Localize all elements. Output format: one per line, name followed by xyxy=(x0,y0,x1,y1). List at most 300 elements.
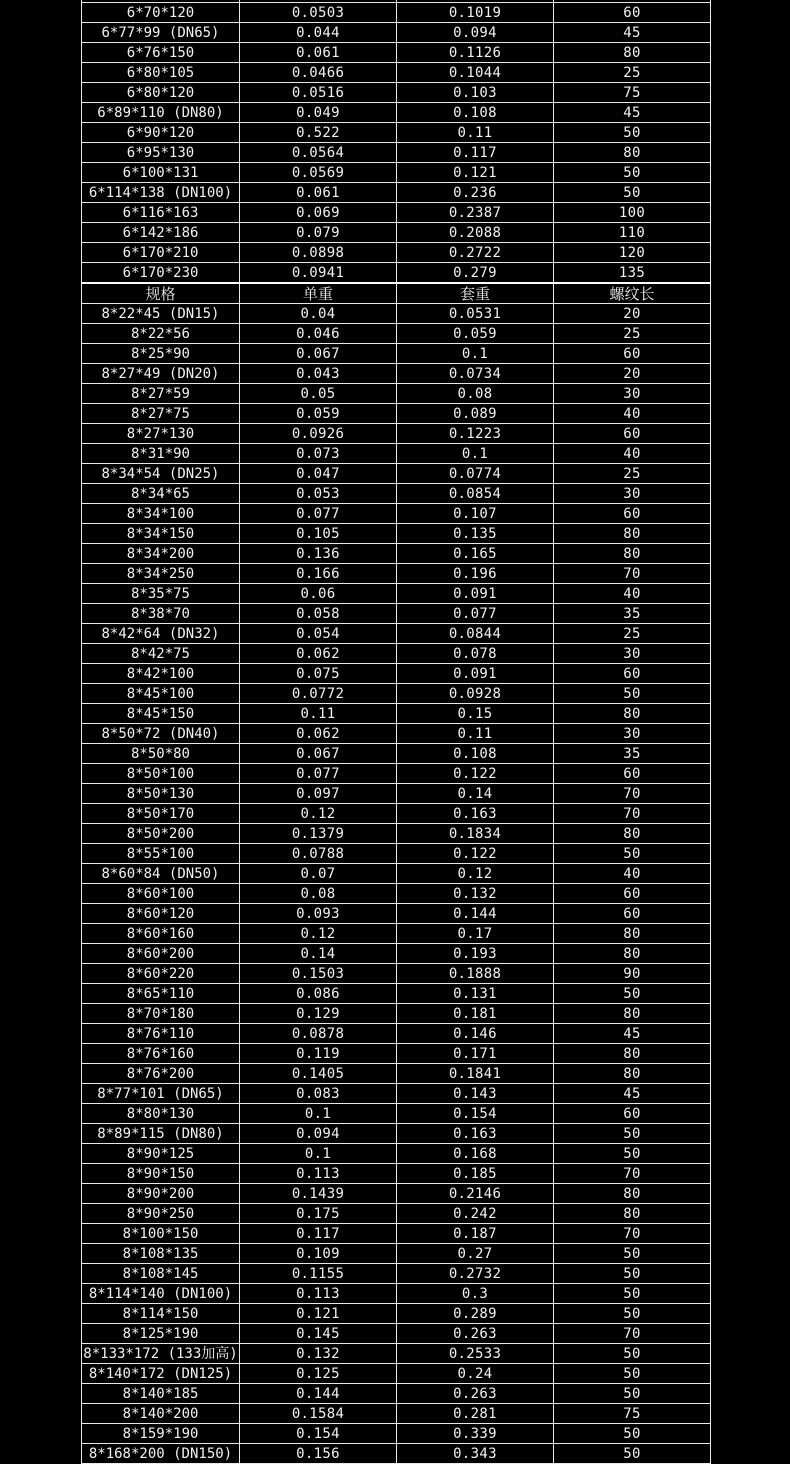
thread-length-cell: 80 xyxy=(554,143,711,163)
table-row xyxy=(82,784,711,804)
unit-weight-cell: 0.0564 xyxy=(240,143,397,163)
table-row xyxy=(82,1304,711,1324)
unit-weight-cell: 0.119 xyxy=(240,1044,397,1064)
thread-length-cell: 80 xyxy=(554,944,711,964)
spec-cell: 8*42*100 xyxy=(82,664,240,684)
set-weight-cell: 0.17 xyxy=(397,924,554,944)
set-weight-cell: 0.121 xyxy=(397,163,554,183)
table-row xyxy=(82,624,711,644)
table-row xyxy=(82,1184,711,1204)
spec-cell: 8*35*75 xyxy=(82,584,240,604)
thread-length-cell: 70 xyxy=(554,564,711,584)
spec-cell: 8*42*75 xyxy=(82,644,240,664)
spec-cell: 8*38*70 xyxy=(82,604,240,624)
spec-cell: 8*27*130 xyxy=(82,424,240,444)
set-weight-cell: 0.11 xyxy=(397,123,554,143)
unit-weight-cell: 0.07 xyxy=(240,864,397,884)
table-row xyxy=(82,263,711,284)
table-row xyxy=(82,904,711,924)
thread-length-cell: 40 xyxy=(554,584,711,604)
unit-weight-cell: 0.067 xyxy=(240,344,397,364)
unit-weight-cell: 0.156 xyxy=(240,1444,397,1464)
thread-length-cell: 80 xyxy=(554,1064,711,1084)
table-row xyxy=(82,644,711,664)
table-row xyxy=(82,83,711,103)
thread-length-cell: 25 xyxy=(554,624,711,644)
spec-cell: 8*34*65 xyxy=(82,484,240,504)
spec-cell: 6*80*105 xyxy=(82,63,240,83)
unit-weight-cell: 0.129 xyxy=(240,1004,397,1024)
unit-weight-cell: 0.145 xyxy=(240,1324,397,1344)
table-row xyxy=(82,684,711,704)
set-weight-cell: 0.236 xyxy=(397,183,554,203)
table-row xyxy=(82,424,711,444)
set-weight-cell: 0.1044 xyxy=(397,63,554,83)
set-weight-cell: 0.163 xyxy=(397,804,554,824)
thread-length-cell: 20 xyxy=(554,364,711,384)
unit-weight-cell: 0.1405 xyxy=(240,1064,397,1084)
set-weight-cell: 0.103 xyxy=(397,83,554,103)
thread-length-cell: 50 xyxy=(554,1384,711,1404)
spec-cell: 8*50*100 xyxy=(82,764,240,784)
thread-length-cell: 110 xyxy=(554,223,711,243)
set-weight-cell: 0.108 xyxy=(397,103,554,123)
spec-cell: 8*140*185 xyxy=(82,1384,240,1404)
set-weight-cell: 0.15 xyxy=(397,704,554,724)
set-weight-cell: 0.146 xyxy=(397,1024,554,1044)
table-row xyxy=(82,1444,711,1464)
set-weight-cell: 0.343 xyxy=(397,1444,554,1464)
thread-length-cell: 80 xyxy=(554,1204,711,1224)
set-weight-cell: 0.2088 xyxy=(397,223,554,243)
set-weight-cell: 0.0854 xyxy=(397,484,554,504)
spec-cell: 8*60*120 xyxy=(82,904,240,924)
spec-cell: 6*170*230 xyxy=(82,263,240,284)
thread-length-cell: 70 xyxy=(554,784,711,804)
set-weight-cell: 0.1223 xyxy=(397,424,554,444)
spec-cell: 8*125*190 xyxy=(82,1324,240,1344)
set-weight-cell: 0.289 xyxy=(397,1304,554,1324)
table-row xyxy=(82,564,711,584)
unit-weight-cell: 0.061 xyxy=(240,43,397,63)
spec-cell: 8*50*130 xyxy=(82,784,240,804)
unit-weight-cell: 0.0569 xyxy=(240,163,397,183)
thread-length-cell: 60 xyxy=(554,424,711,444)
set-weight-cell: 0.196 xyxy=(397,564,554,584)
set-weight-cell: 0.2387 xyxy=(397,203,554,223)
unit-weight-cell: 0.1584 xyxy=(240,1404,397,1424)
unit-weight-cell: 0.094 xyxy=(240,1124,397,1144)
unit-weight-cell: 0.06 xyxy=(240,584,397,604)
unit-weight-cell: 0.125 xyxy=(240,1364,397,1384)
thread-length-cell: 50 xyxy=(554,1244,711,1264)
set-weight-cell: 0.144 xyxy=(397,904,554,924)
unit-weight-cell: 0.0466 xyxy=(240,63,397,83)
unit-weight-cell: 0.113 xyxy=(240,1284,397,1304)
table-row xyxy=(82,984,711,1004)
table-row xyxy=(82,1284,711,1304)
unit-weight-cell: 0.1 xyxy=(240,1144,397,1164)
unit-weight-cell: 0.079 xyxy=(240,223,397,243)
spec-cell: 8*89*115 (DN80) xyxy=(82,1124,240,1144)
table-row xyxy=(82,1004,711,1024)
set-weight-cell: 0.2732 xyxy=(397,1264,554,1284)
table-row xyxy=(82,163,711,183)
thread-length-cell: 30 xyxy=(554,484,711,504)
spec-cell: 6*76*150 xyxy=(82,43,240,63)
spec-cell: 6*100*131 xyxy=(82,163,240,183)
thread-length-cell: 25 xyxy=(554,324,711,344)
spec-cell: 8*114*140 (DN100) xyxy=(82,1284,240,1304)
unit-weight-cell: 0.067 xyxy=(240,744,397,764)
unit-weight-cell: 0.0926 xyxy=(240,424,397,444)
spec-cell: 8*22*56 xyxy=(82,324,240,344)
table-row xyxy=(82,844,711,864)
spec-cell: 8*108*135 xyxy=(82,1244,240,1264)
table-row xyxy=(82,824,711,844)
set-weight-cell: 0.193 xyxy=(397,944,554,964)
spec-cell: 8*31*90 xyxy=(82,444,240,464)
table-row xyxy=(82,1264,711,1284)
set-weight-cell: 0.0774 xyxy=(397,464,554,484)
unit-weight-cell: 0.046 xyxy=(240,324,397,344)
spec-cell: 8*34*200 xyxy=(82,544,240,564)
thread-length-cell: 100 xyxy=(554,203,711,223)
spec-cell: 8*60*220 xyxy=(82,964,240,984)
thread-length-cell: 80 xyxy=(554,1184,711,1204)
thread-length-cell: 80 xyxy=(554,924,711,944)
table-row xyxy=(82,1204,711,1224)
unit-weight-cell: 0.12 xyxy=(240,804,397,824)
thread-length-cell: 25 xyxy=(554,464,711,484)
unit-weight-cell: 0.0898 xyxy=(240,243,397,263)
thread-length-cell: 45 xyxy=(554,1084,711,1104)
spec-cell: 6*142*186 xyxy=(82,223,240,243)
set-weight-cell: 0.263 xyxy=(397,1324,554,1344)
spec-cell: 8*34*100 xyxy=(82,504,240,524)
set-weight-cell: 0.279 xyxy=(397,263,554,284)
table-row xyxy=(82,1324,711,1344)
table-row xyxy=(82,23,711,43)
thread-length-cell: 70 xyxy=(554,804,711,824)
set-weight-cell: 0.2722 xyxy=(397,243,554,263)
unit-weight-cell: 0.077 xyxy=(240,504,397,524)
table-row xyxy=(82,324,711,344)
thread-length-cell: 50 xyxy=(554,1144,711,1164)
spec-cell: 8*50*80 xyxy=(82,744,240,764)
table-row xyxy=(82,123,711,143)
thread-length-cell: 60 xyxy=(554,3,711,23)
set-weight-cell: 0.263 xyxy=(397,1384,554,1404)
set-weight-cell: 0.3 xyxy=(397,1284,554,1304)
spec-cell: 8*114*150 xyxy=(82,1304,240,1324)
unit-weight-cell: 0.12 xyxy=(240,924,397,944)
set-weight-cell: 0.339 xyxy=(397,1424,554,1444)
thread-length-cell: 80 xyxy=(554,1004,711,1024)
set-weight-cell: 0.08 xyxy=(397,384,554,404)
thread-length-cell: 135 xyxy=(554,263,711,284)
spec-cell: 8*50*72 (DN40) xyxy=(82,724,240,744)
unit-weight-cell: 0.069 xyxy=(240,203,397,223)
set-weight-cell: 0.143 xyxy=(397,1084,554,1104)
spec-cell: 8*45*150 xyxy=(82,704,240,724)
set-weight-cell: 0.078 xyxy=(397,644,554,664)
thread-length-cell: 50 xyxy=(554,1124,711,1144)
spec-cell: 8*60*200 xyxy=(82,944,240,964)
thread-length-cell: 30 xyxy=(554,644,711,664)
spec-cell: 8*27*49 (DN20) xyxy=(82,364,240,384)
thread-length-cell: 80 xyxy=(554,544,711,564)
thread-length-cell: 35 xyxy=(554,744,711,764)
thread-length-cell: 75 xyxy=(554,83,711,103)
unit-weight-cell: 0.1503 xyxy=(240,964,397,984)
thread-length-cell: 80 xyxy=(554,524,711,544)
header-set-weight: 套重 xyxy=(397,283,554,304)
spec-cell: 8*80*130 xyxy=(82,1104,240,1124)
table-row xyxy=(82,944,711,964)
unit-weight-cell: 0.522 xyxy=(240,123,397,143)
unit-weight-cell: 0.083 xyxy=(240,1084,397,1104)
spec-cell: 8*76*110 xyxy=(82,1024,240,1044)
unit-weight-cell: 0.047 xyxy=(240,464,397,484)
spec-cell: 8*22*45 (DN15) xyxy=(82,304,240,324)
table-row xyxy=(82,1244,711,1264)
table-row xyxy=(82,63,711,83)
unit-weight-cell: 0.075 xyxy=(240,664,397,684)
thread-length-cell: 50 xyxy=(554,844,711,864)
set-weight-cell: 0.132 xyxy=(397,884,554,904)
set-weight-cell: 0.1019 xyxy=(397,3,554,23)
thread-length-cell: 45 xyxy=(554,1024,711,1044)
table-row xyxy=(82,584,711,604)
thread-length-cell: 30 xyxy=(554,724,711,744)
thread-length-cell: 70 xyxy=(554,1224,711,1244)
table-row xyxy=(82,964,711,984)
unit-weight-cell: 0.086 xyxy=(240,984,397,1004)
unit-weight-cell: 0.154 xyxy=(240,1424,397,1444)
table-row xyxy=(82,924,711,944)
set-weight-cell: 0.12 xyxy=(397,864,554,884)
table-row xyxy=(82,1384,711,1404)
thread-length-cell: 120 xyxy=(554,243,711,263)
spec-cell: 8*42*64 (DN32) xyxy=(82,624,240,644)
spec-cell: 8*60*84 (DN50) xyxy=(82,864,240,884)
table-row xyxy=(82,364,711,384)
thread-length-cell: 40 xyxy=(554,444,711,464)
table-row xyxy=(82,884,711,904)
thread-length-cell: 60 xyxy=(554,884,711,904)
spec-cell: 8*90*125 xyxy=(82,1144,240,1164)
spec-cell: 8*50*200 xyxy=(82,824,240,844)
spec-cell: 6*114*138 (DN100) xyxy=(82,183,240,203)
spec-cell: 8*34*54 (DN25) xyxy=(82,464,240,484)
table-row xyxy=(82,1424,711,1444)
unit-weight-cell: 0.144 xyxy=(240,1384,397,1404)
unit-weight-cell: 0.117 xyxy=(240,1224,397,1244)
set-weight-cell: 0.281 xyxy=(397,1404,554,1424)
table-row xyxy=(82,223,711,243)
unit-weight-cell: 0.121 xyxy=(240,1304,397,1324)
set-weight-cell: 0.2146 xyxy=(397,1184,554,1204)
table-row xyxy=(82,1044,711,1064)
set-weight-cell: 0.1 xyxy=(397,444,554,464)
thread-length-cell: 60 xyxy=(554,344,711,364)
set-weight-cell: 0.108 xyxy=(397,744,554,764)
table-row xyxy=(82,1104,711,1124)
thread-length-cell: 40 xyxy=(554,864,711,884)
table-row xyxy=(82,1164,711,1184)
unit-weight-cell: 0.054 xyxy=(240,624,397,644)
thread-length-cell: 50 xyxy=(554,183,711,203)
spec-cell: 8*65*110 xyxy=(82,984,240,1004)
set-weight-cell: 0.091 xyxy=(397,584,554,604)
unit-weight-cell: 0.1155 xyxy=(240,1264,397,1284)
set-weight-cell: 0.24 xyxy=(397,1364,554,1384)
thread-length-cell: 50 xyxy=(554,123,711,143)
table-row xyxy=(82,304,711,324)
thread-length-cell: 35 xyxy=(554,604,711,624)
spec-weight-table xyxy=(81,0,711,1464)
unit-weight-cell: 0.062 xyxy=(240,644,397,664)
set-weight-cell: 0.187 xyxy=(397,1224,554,1244)
thread-length-cell: 50 xyxy=(554,1284,711,1304)
spec-cell: 6*77*99 (DN65) xyxy=(82,23,240,43)
set-weight-cell: 0.171 xyxy=(397,1044,554,1064)
unit-weight-cell: 0.175 xyxy=(240,1204,397,1224)
unit-weight-cell: 0.077 xyxy=(240,764,397,784)
table-row xyxy=(82,183,711,203)
set-weight-cell: 0.165 xyxy=(397,544,554,564)
spec-cell: 6*89*110 (DN80) xyxy=(82,103,240,123)
thread-length-cell: 80 xyxy=(554,704,711,724)
thread-length-cell: 60 xyxy=(554,1104,711,1124)
spec-cell: 8*168*200 (DN150) xyxy=(82,1444,240,1464)
table-row xyxy=(82,1024,711,1044)
table-row xyxy=(82,404,711,424)
set-weight-cell: 0.077 xyxy=(397,604,554,624)
table-row xyxy=(82,344,711,364)
spec-cell: 8*60*160 xyxy=(82,924,240,944)
table-row xyxy=(82,864,711,884)
spec-cell: 8*90*200 xyxy=(82,1184,240,1204)
spec-cell: 8*100*150 xyxy=(82,1224,240,1244)
spec-cell: 6*95*130 xyxy=(82,143,240,163)
spec-cell: 6*170*210 xyxy=(82,243,240,263)
unit-weight-cell: 0.1 xyxy=(240,1104,397,1124)
set-weight-cell: 0.27 xyxy=(397,1244,554,1264)
table-row xyxy=(82,1064,711,1084)
unit-weight-cell: 0.049 xyxy=(240,103,397,123)
table-row xyxy=(82,1224,711,1244)
table-row xyxy=(82,504,711,524)
set-weight-cell: 0.2533 xyxy=(397,1344,554,1364)
thread-length-cell: 20 xyxy=(554,304,711,324)
unit-weight-cell: 0.132 xyxy=(240,1344,397,1364)
unit-weight-cell: 0.05 xyxy=(240,384,397,404)
set-weight-cell: 0.0844 xyxy=(397,624,554,644)
unit-weight-cell: 0.097 xyxy=(240,784,397,804)
spec-cell: 8*133*172 (133加高) xyxy=(83,1345,238,1362)
table-row xyxy=(82,1084,711,1104)
unit-weight-cell: 0.0516 xyxy=(240,83,397,103)
unit-weight-cell: 0.14 xyxy=(240,944,397,964)
table-row xyxy=(82,3,711,23)
thread-length-cell: 45 xyxy=(554,23,711,43)
thread-length-cell: 80 xyxy=(554,824,711,844)
table-row xyxy=(82,1144,711,1164)
unit-weight-cell: 0.0503 xyxy=(240,3,397,23)
spec-cell: 8*70*180 xyxy=(82,1004,240,1024)
unit-weight-cell: 0.0941 xyxy=(240,263,397,284)
thread-length-cell: 60 xyxy=(554,904,711,924)
table-row xyxy=(82,764,711,784)
table-row xyxy=(82,1124,711,1144)
unit-weight-cell: 0.0878 xyxy=(240,1024,397,1044)
thread-length-cell: 60 xyxy=(554,504,711,524)
thread-length-cell: 60 xyxy=(554,664,711,684)
thread-length-cell: 90 xyxy=(554,964,711,984)
unit-weight-cell: 0.109 xyxy=(240,1244,397,1264)
spec-cell: 8*77*101 (DN65) xyxy=(82,1084,240,1104)
set-weight-cell: 0.1841 xyxy=(397,1064,554,1084)
spec-cell: 8*27*59 xyxy=(82,384,240,404)
set-weight-cell: 0.131 xyxy=(397,984,554,1004)
unit-weight-cell: 0.044 xyxy=(240,23,397,43)
set-weight-cell: 0.122 xyxy=(397,844,554,864)
table-row xyxy=(82,464,711,484)
set-weight-cell: 0.122 xyxy=(397,764,554,784)
table-row xyxy=(82,1344,711,1364)
thread-length-cell: 50 xyxy=(554,1264,711,1284)
set-weight-cell: 0.059 xyxy=(397,324,554,344)
table-row xyxy=(82,604,711,624)
table-row xyxy=(82,744,711,764)
unit-weight-cell: 0.053 xyxy=(240,484,397,504)
set-weight-cell: 0.094 xyxy=(397,23,554,43)
table-body xyxy=(82,0,711,1464)
unit-weight-cell: 0.113 xyxy=(240,1164,397,1184)
spec-cell: 8*34*150 xyxy=(82,524,240,544)
table-row xyxy=(82,203,711,223)
unit-weight-cell: 0.11 xyxy=(240,704,397,724)
table-row xyxy=(82,143,711,163)
thread-length-cell: 50 xyxy=(554,1444,711,1464)
thread-length-cell: 40 xyxy=(554,404,711,424)
set-weight-cell: 0.168 xyxy=(397,1144,554,1164)
unit-weight-cell: 0.1379 xyxy=(240,824,397,844)
unit-weight-cell: 0.105 xyxy=(240,524,397,544)
table-row xyxy=(82,103,711,123)
set-weight-cell: 0.107 xyxy=(397,504,554,524)
unit-weight-cell: 0.1439 xyxy=(240,1184,397,1204)
spec-cell: 6*70*120 xyxy=(82,3,240,23)
table-row xyxy=(82,384,711,404)
spec-cell: 8*140*172 (DN125) xyxy=(82,1364,240,1384)
spec-cell: 6*80*120 xyxy=(82,83,240,103)
thread-length-cell: 60 xyxy=(554,764,711,784)
table-row xyxy=(82,484,711,504)
set-weight-cell: 0.1888 xyxy=(397,964,554,984)
unit-weight-cell: 0.166 xyxy=(240,564,397,584)
spec-cell: 8*60*100 xyxy=(82,884,240,904)
set-weight-cell: 0.185 xyxy=(397,1164,554,1184)
header-thread-length: 螺纹长 xyxy=(554,283,711,304)
thread-length-cell: 50 xyxy=(554,984,711,1004)
set-weight-cell: 0.242 xyxy=(397,1204,554,1224)
thread-length-cell: 70 xyxy=(554,1324,711,1344)
table-row xyxy=(82,43,711,63)
unit-weight-cell: 0.059 xyxy=(240,404,397,424)
